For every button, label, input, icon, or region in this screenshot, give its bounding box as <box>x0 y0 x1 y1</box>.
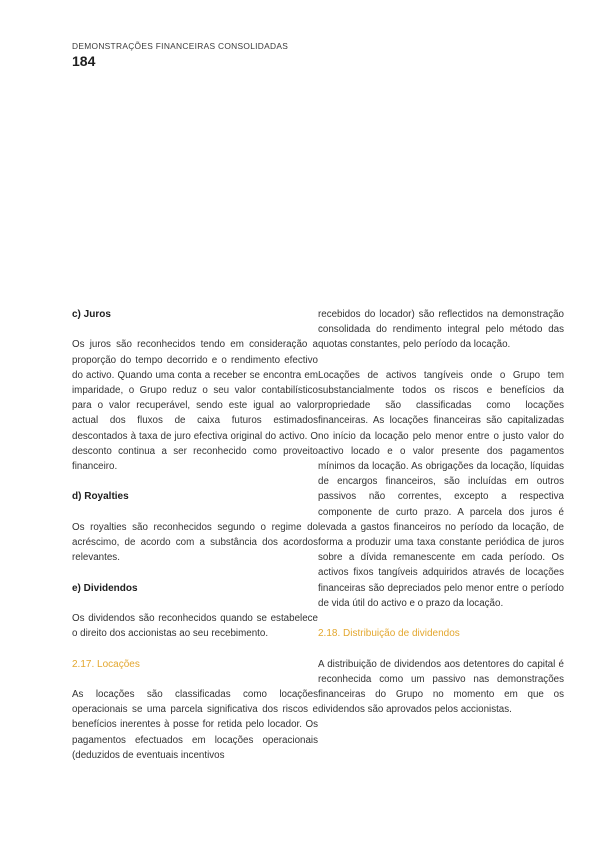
paragraph-royalties: Os royalties são reconhecidos segundo o regime do acréscimo, de acordo com a substância dos acordos relevantes. <box>72 521 318 564</box>
section-heading-dividendos: e) Dividendos <box>72 582 138 594</box>
left-column <box>72 307 318 763</box>
section-heading-juros: c) Juros <box>72 309 111 320</box>
section-heading-locacoes: 2.17. Locações <box>72 658 140 670</box>
right-column <box>318 307 564 717</box>
running-header-title: DEMONSTRAÇÕES FINANCEIRAS CONSOLIDADAS <box>72 41 289 51</box>
section-heading-royalties: d) Royalties <box>72 491 129 503</box>
paragraph-distribuicao: A distribuição de dividendos aos detentores do capital é reconhecida como um passivo nas demonstrações financeiras do Grupo no momento em que os dividendos são aprovados pelos accionistas. <box>318 658 564 716</box>
paragraph-juros: Os juros são reconhecidos tendo em consideração a proporção do tempo decorrido e o rendimento efectivo do activo. Quando uma conta a receber se encontra em imparidade, o Grupo reduz o seu valor contabilístico para o valor recuperável, sendo este igual ao valor actual dos fluxos de caixa futuros estimados descontados à taxa de juro efectiva original do activo. O desconto continua a ser reconhecido como proveito financeiro. <box>72 339 318 473</box>
paragraph-locacoes: As locações são classificadas como locações operacionais se uma parcela significativa dos riscos e benefícios inerentes à posse for retida pelo locador. Os pagamentos efectuados em locações operacionais (deduzidos de eventuais incentivos <box>72 688 318 761</box>
paragraph-dividendos: Os dividendos são reconhecidos quando se estabelece o direito dos accionistas ao seu recebimento. <box>72 612 318 640</box>
paragraph-locacoes-financeiras: Locações de activos tangíveis onde o Grupo tem substancialmente todos os riscos e benefícios da propriedade são classificadas como locações financeiras. As locações financeiras são capitalizadas no início da locação pelo menor entre o justo valor do activo locado e o valor presente dos pagamentos mínimos da locação. As obrigações da locação, líquidas de encargos financeiros, são incluídas em outros passivos não correntes, excepto a respectiva componente de curto prazo. A parcela dos juros é levada a gastos financeiros no período da locação, de forma a produzir uma taxa constante periódica de juros sobre a dívida remanescente em cada período. Os activos fixos tangíveis adquiridos através de locações financeiras são depreciados pelo menor entre o período de vida útil do activo e o prazo da locação. <box>318 369 564 609</box>
page-number: 184 <box>72 53 96 69</box>
section-heading-distribuicao: 2.18. Distribuição de dividendos <box>318 628 460 640</box>
paragraph-locacoes-continued: recebidos do locador) são reflectidos na demonstração consolidada do rendimento integral pelo método das quotas constantes, pelo período da locação. <box>318 309 564 351</box>
